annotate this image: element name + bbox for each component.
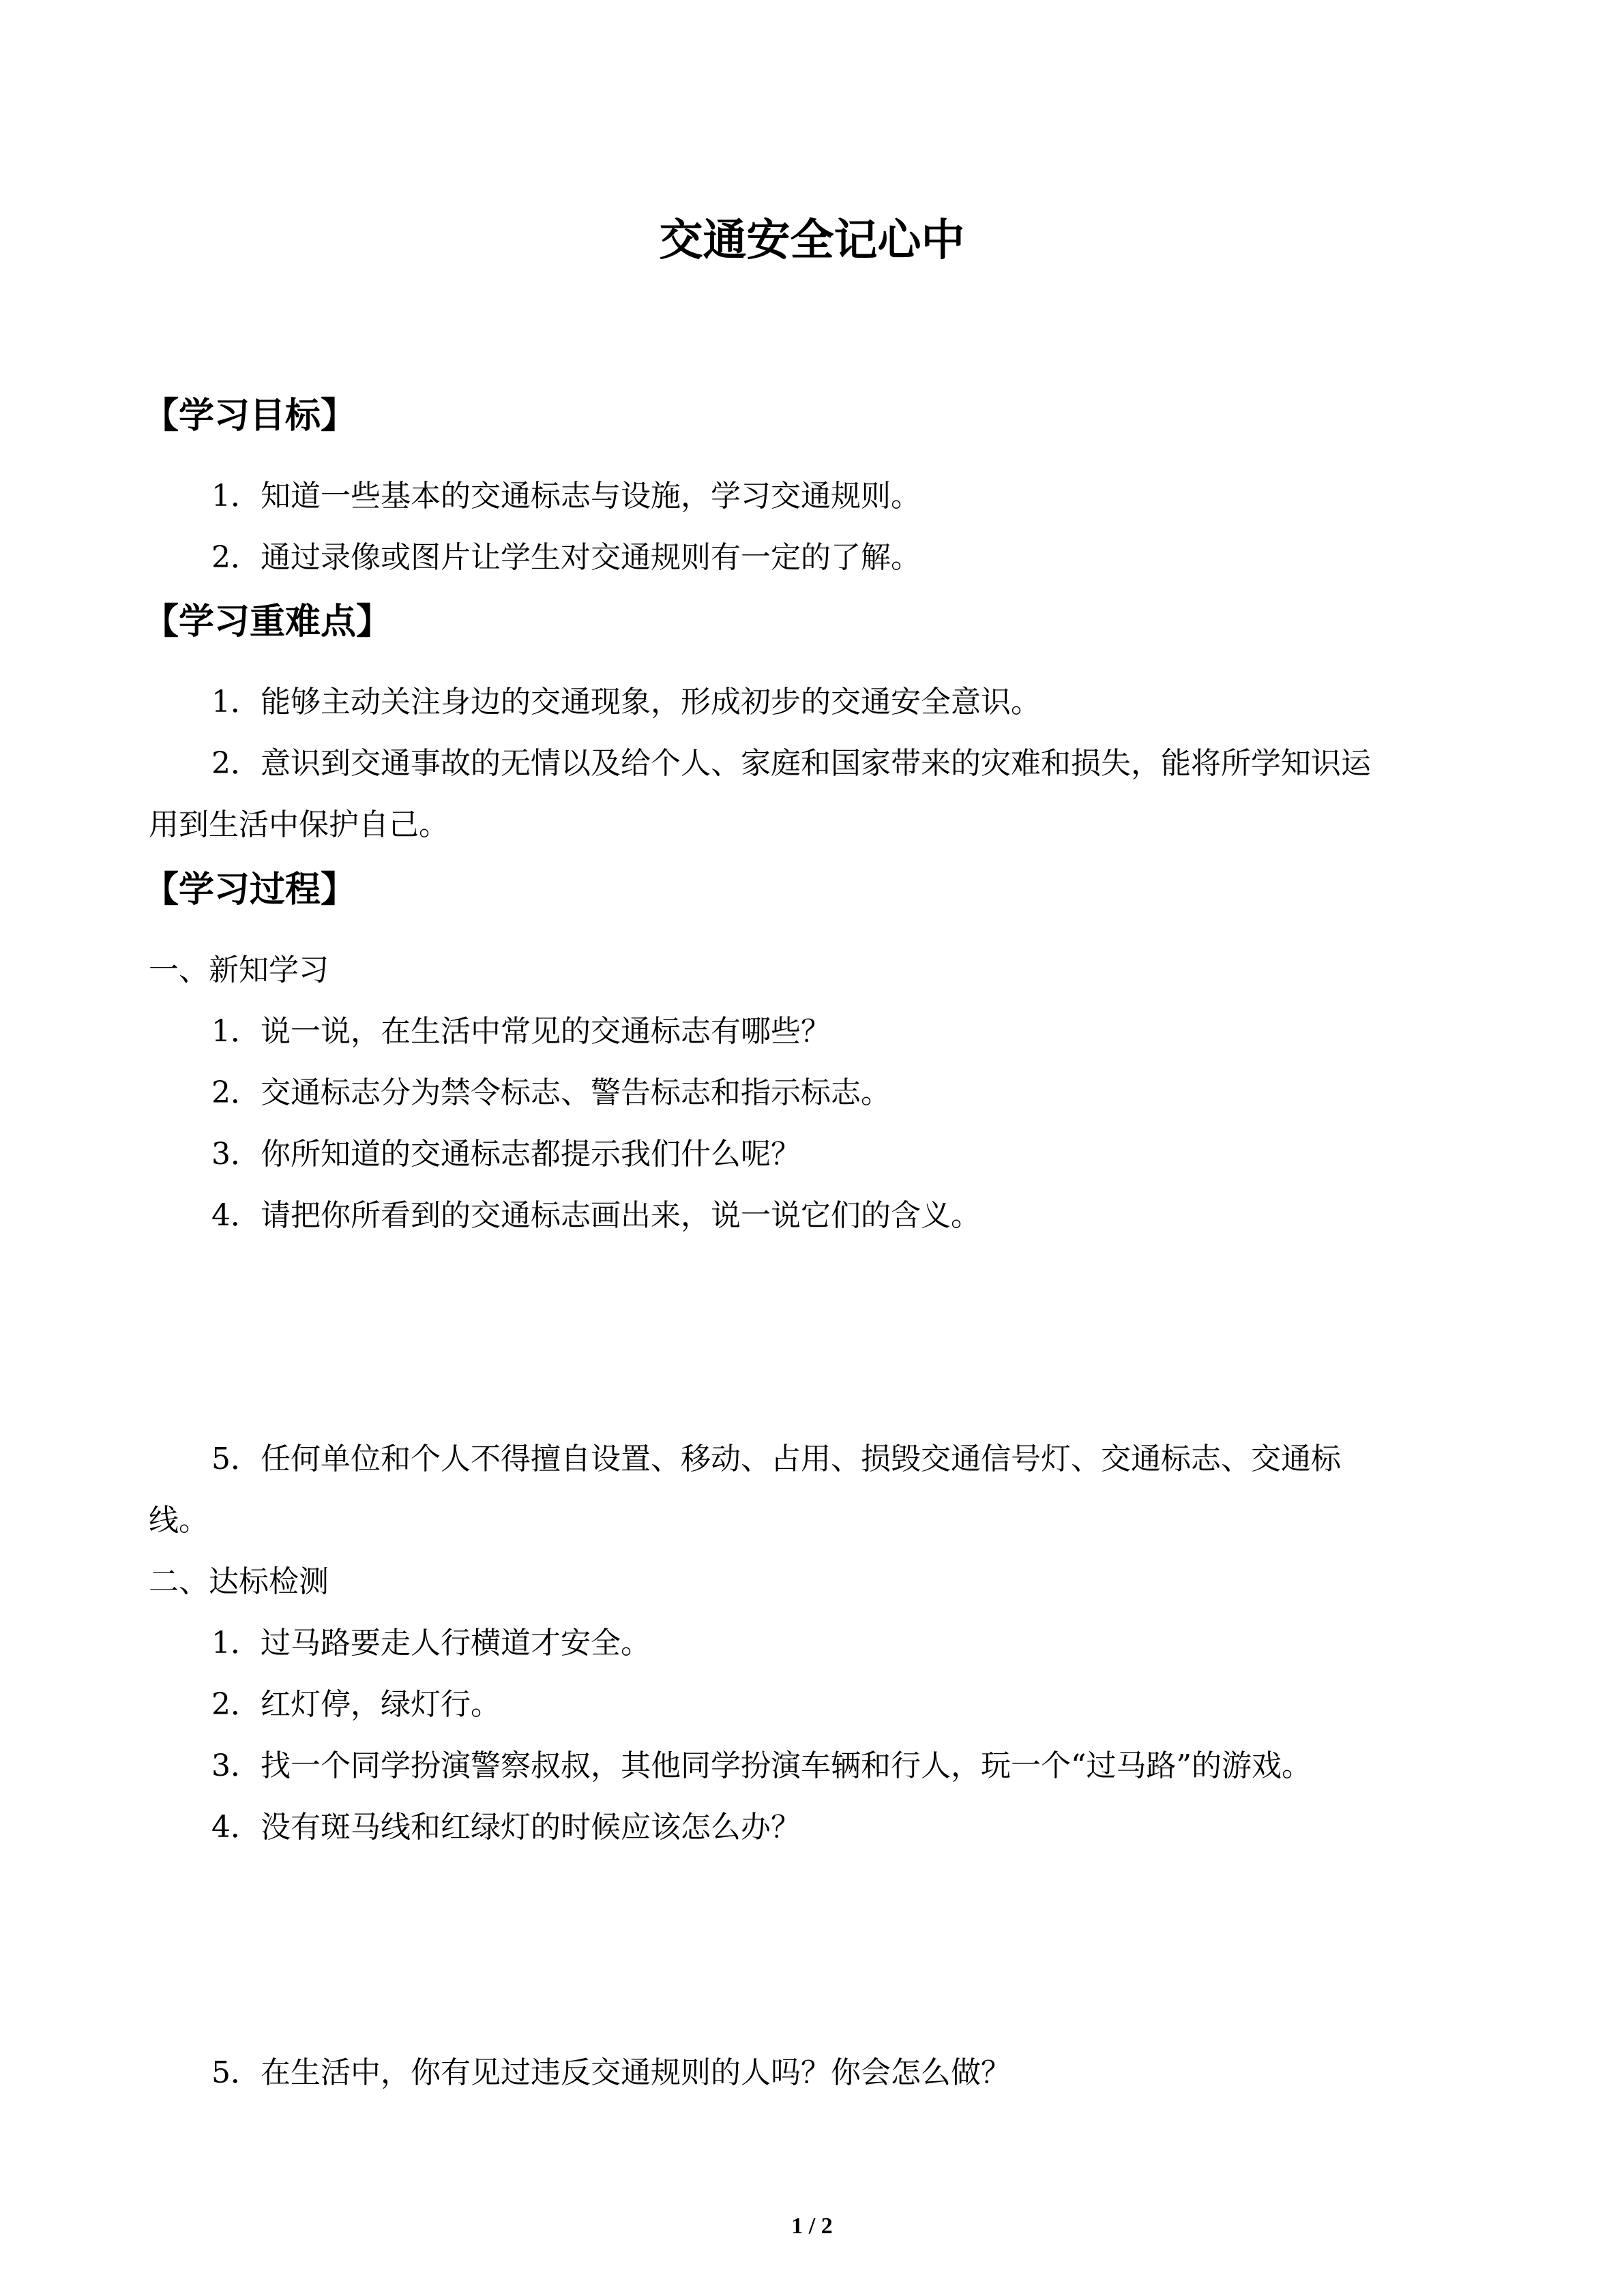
process-part2-item: 3．找一个同学扮演警察叔叔，其他同学扮演车辆和行人，玩一个“过马路”的游戏。 xyxy=(211,1748,1312,1783)
objective-item: 1．知道一些基本的交通标志与设施，学习交通规则。 xyxy=(211,479,921,513)
page-number: 1 / 2 xyxy=(791,2213,833,2239)
process-part2-item: 5．在生活中，你有见过违反交通规则的人吗？你会怎么做？ xyxy=(211,2055,1011,2090)
key-point-item: 2．意识到交通事故的无情以及给个人、家庭和国家带来的灾难和损失，能将所学知识运 xyxy=(211,746,1371,781)
section-heading-key-points: 【学习重难点】 xyxy=(143,601,392,642)
key-point-item: 1．能够主动关注身边的交通现象，形成初步的交通安全意识。 xyxy=(211,685,1041,719)
process-part2-label: 二、达标检测 xyxy=(149,1564,329,1599)
process-part2-item: 1．过马路要走人行横道才安全。 xyxy=(211,1626,651,1660)
document-title: 交通安全记心中 xyxy=(659,215,965,266)
process-part1-item-continuation: 线。 xyxy=(149,1503,209,1538)
process-part2-item: 4．没有斑马线和红绿灯的时候应该怎么办？ xyxy=(211,1810,801,1845)
section-heading-process: 【学习过程】 xyxy=(143,869,357,910)
process-part1-item: 3．你所知道的交通标志都提示我们什么呢？ xyxy=(211,1137,801,1172)
process-part1-item: 1．说一说，在生活中常见的交通标志有哪些？ xyxy=(211,1014,831,1049)
process-part1-item: 5．任何单位和个人不得擅自设置、移动、占用、损毁交通信号灯、交通标志、交通标 xyxy=(211,1442,1341,1476)
objective-item: 2．通过录像或图片让学生对交通规则有一定的了解。 xyxy=(211,540,921,575)
section-heading-objectives: 【学习目标】 xyxy=(143,396,357,436)
process-part2-item: 2．红灯停，绿灯行。 xyxy=(211,1687,501,1722)
key-point-item-continuation: 用到生活中保护自己。 xyxy=(149,807,449,842)
process-part1-label: 一、新知学习 xyxy=(149,953,329,987)
process-part1-item: 4．请把你所看到的交通标志画出来，说一说它们的含义。 xyxy=(211,1198,981,1233)
process-part1-item: 2．交通标志分为禁令标志、警告标志和指示标志。 xyxy=(211,1075,891,1110)
